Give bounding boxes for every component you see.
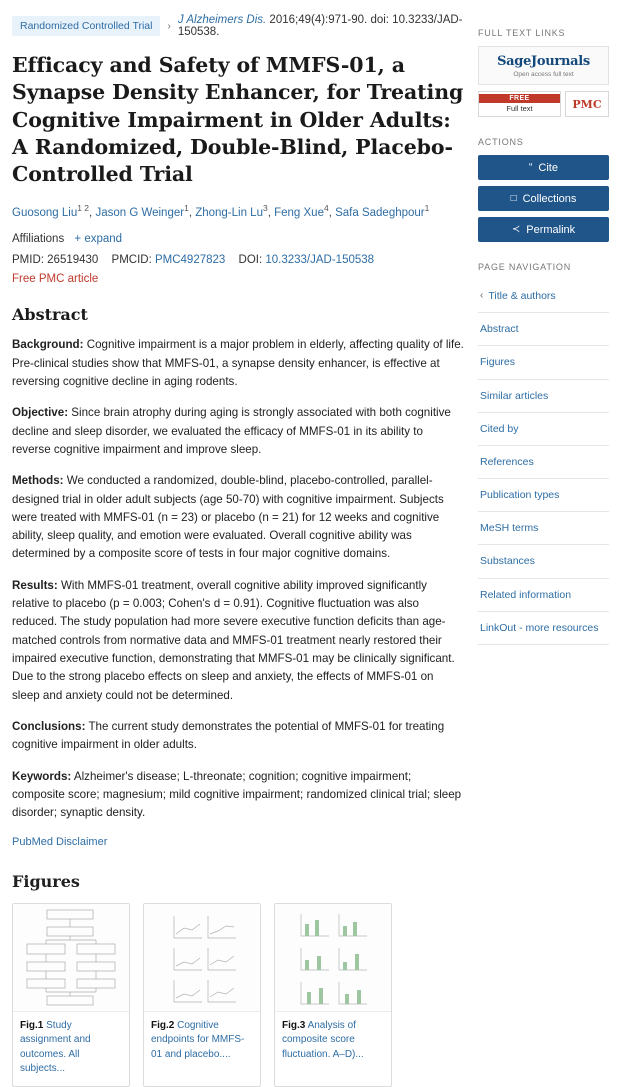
identifiers-row [12, 254, 464, 266]
abstract-label: Results: [12, 578, 58, 592]
fulltext-label: Full text [506, 104, 533, 113]
pmid-value: 26519430 [47, 254, 99, 267]
breadcrumb [12, 14, 464, 38]
nav-item-abstract[interactable]: Abstract [478, 313, 609, 346]
figure-label: Fig.2 [151, 1019, 175, 1031]
abstract-text: Alzheimer's disease; L-threonate; cognition; cognitive impairment; composite score; magnesium; mild cognitive impairment; randomized clinical trial; sleep disorder; synaptic density. [12, 769, 462, 820]
abstract-label: Methods: [12, 474, 64, 488]
author-list: Guosong Liu$^{1 2}$, Jason G Weinger$^1$, Zhong-Lin Lu$^3$, Feng Xue$^4$, Safa Sadeghpour$^1$ [12, 203, 430, 220]
abstract-text: Cognitive impairment is a major problem in elderly, affecting quality of life. Pre-clinical studies show that MMFS-01, a synapse density enhancer, is effective at reversing cognitive decline in aging rodents. [12, 338, 464, 388]
pmcid-label: PMCID: [111, 254, 152, 267]
author-name[interactable]: Zhong-Lin Lu [195, 207, 263, 220]
journal-name[interactable]: J Alzheimers Dis. [177, 14, 267, 26]
nav-item-publication-types[interactable]: Publication types [478, 479, 609, 512]
author-affil-marker: 1 [424, 203, 430, 214]
collections-button[interactable] [478, 186, 609, 211]
expand-label: expand [84, 233, 123, 246]
publication-type-badge[interactable]: Randomized Controlled Trial [12, 16, 160, 36]
figure-thumbnail[interactable] [275, 904, 391, 1012]
pmc-links-row [478, 91, 609, 117]
abstract-methods [12, 472, 464, 564]
sage-journals-link[interactable] [478, 46, 609, 85]
free-badge-label: FREE [479, 94, 560, 103]
abstract-label: Background: [12, 338, 84, 352]
nav-item-label: Title & authors [488, 290, 556, 302]
abstract-heading: Abstract [12, 305, 88, 325]
nav-item-references[interactable]: References [478, 446, 609, 479]
journal-citation [178, 14, 464, 38]
figure-card[interactable] [12, 903, 130, 1087]
figure-card[interactable] [274, 903, 392, 1087]
sage-journals-subtitle: Open access full text [513, 71, 574, 78]
bar-charts-icon [275, 904, 393, 1012]
figure-thumbnail[interactable] [144, 904, 260, 1012]
cite-button-label: Cite [538, 161, 558, 174]
quote-icon: “ [529, 162, 533, 173]
figure-card[interactable] [143, 903, 261, 1087]
author-name[interactable]: Feng Xue [274, 207, 324, 220]
author-affil-marker: 1 [184, 203, 189, 214]
nav-item-linkout[interactable]: LinkOut - more resources [478, 612, 609, 645]
nav-item-title-authors[interactable] [478, 280, 609, 313]
abstract-label: Objective: [12, 406, 69, 420]
affiliations-label: Affiliations [12, 233, 65, 246]
figures-grid [12, 903, 464, 1087]
author-affil-marker: 1 2 [77, 203, 90, 214]
chevron-left-icon: ‹ [480, 290, 484, 301]
page-title: Efficacy and Safety of MMFS-01, a Synapse Density Enhancer, for Treating Cognitive Impairment in Older Adults: A Randomized, Double-Blind, Placebo-Controlled Trial [12, 53, 464, 186]
doi-label: DOI: [238, 254, 263, 267]
sidebar [478, 14, 609, 843]
author-affil-marker: 3 [262, 203, 268, 214]
figure-caption [13, 1012, 129, 1086]
abstract-keywords [12, 768, 464, 823]
citation-detail: 2016;49(4):971-90. doi: 10.3233/JAD-150538. [177, 14, 463, 38]
bookmark-icon: □ [510, 193, 517, 204]
abstract-objective [12, 404, 464, 459]
abstract-text: The current study demonstrates the potential of MMFS-01 for treating cognitive impairment in older adults. [12, 719, 445, 752]
figures-heading: Figures [12, 871, 80, 891]
nav-item-substances[interactable]: Substances [478, 545, 609, 578]
permalink-button[interactable] [478, 217, 609, 242]
author-name[interactable]: Safa Sadeghpour [335, 207, 425, 220]
flowchart-diagram-icon [13, 904, 131, 1012]
free-fulltext-button[interactable] [478, 91, 561, 117]
nav-item-similar-articles[interactable]: Similar articles [478, 380, 609, 413]
abstract-label: Keywords: [12, 769, 72, 783]
abstract-text: Since brain atrophy during aging is strongly associated with both cognitive decline and sleep disorder, we evaluated the efficacy of MMFS-01 in its ability to reverse cognitive impairment and improve sleep. [12, 406, 451, 456]
free-pmc-article-link[interactable]: Free PMC article [12, 273, 99, 286]
nav-item-cited-by[interactable]: Cited by [478, 413, 609, 446]
abstract-text: We conducted a randomized, double-blind, placebo-controlled, parallel-designed trial in older adult subjects (age 50-70) with cognitive impairment. Subjects were treated with MMFS-01 (n = 23) or placebo (n = 21) for 12 weeks and cognitive ability, sleep quality, and emotion were evaluated. Overall cognitive ability was determined by a composite score of tests in four major cognitive domains. [12, 474, 444, 561]
collections-button-label: Collections [522, 192, 577, 205]
cite-button[interactable] [478, 155, 609, 180]
figure-caption [275, 1012, 391, 1072]
figure-caption-text: Analysis of composite score fluctuation. A–D)... [282, 1019, 364, 1060]
figure-label: Fig.1 [20, 1019, 44, 1031]
author-name[interactable]: Jason G Weinger [95, 207, 185, 220]
figure-caption [144, 1012, 260, 1072]
main-content [12, 14, 464, 1075]
expand-affiliations-button[interactable]: + expand [74, 233, 123, 246]
figure-caption-text: Cognitive endpoints for MMFS-01 and placebo.... [151, 1019, 245, 1060]
fulltext-links-heading: FULL TEXT LINKS [478, 28, 566, 38]
line-plots-icon [144, 904, 262, 1012]
abstract-results [12, 577, 464, 705]
chevron-right-icon: › [167, 20, 171, 32]
nav-item-related-information[interactable]: Related information [478, 579, 609, 612]
share-icon: ≺ [511, 224, 521, 235]
abstract-label: Conclusions: [12, 719, 86, 733]
figure-caption-text: Study assignment and outcomes. All subjects... [20, 1019, 91, 1075]
pmc-logo-button[interactable]: PMC [565, 91, 609, 117]
pmcid-link[interactable]: PMC4927823 [154, 254, 226, 267]
abstract-background [12, 336, 464, 391]
author-name[interactable]: Guosong Liu [12, 207, 78, 220]
pmid-label: PMID: [12, 254, 44, 267]
abstract-text: With MMFS-01 treatment, overall cognitive ability improved significantly relative to placebo (p = 0.003; Cohen's d = 0.91). Cognitive fluctuation was also reduced. The study population had more severe executive function deficits than age-matched controls from normative data and MMFS-01 treatment nearly restored their impaired executive function, demonstrating that MMFS-01 may be clinically significant. Due to the strong placebo effects on sleep and anxiety, the effects of MMFS-01 on sleep and anxiety could not be determined. [12, 578, 455, 702]
actions-heading: ACTIONS [478, 137, 524, 147]
page-navigation-heading: PAGE NAVIGATION [478, 262, 572, 272]
affiliations-row [12, 233, 464, 245]
permalink-button-label: Permalink [526, 223, 576, 236]
figure-label: Fig.3 [282, 1019, 306, 1031]
page-navigation-list [478, 280, 609, 645]
pubmed-disclaimer-link[interactable]: PubMed Disclaimer [12, 835, 108, 848]
sage-journals-logo: SageJournals [497, 54, 590, 69]
abstract-conclusions [12, 718, 464, 755]
author-affil-marker: 4 [323, 203, 329, 214]
figure-thumbnail[interactable] [13, 904, 129, 1012]
doi-link[interactable]: 10.3233/JAD-150538 [265, 254, 375, 267]
nav-item-figures[interactable]: Figures [478, 346, 609, 379]
nav-item-mesh-terms[interactable]: MeSH terms [478, 512, 609, 545]
